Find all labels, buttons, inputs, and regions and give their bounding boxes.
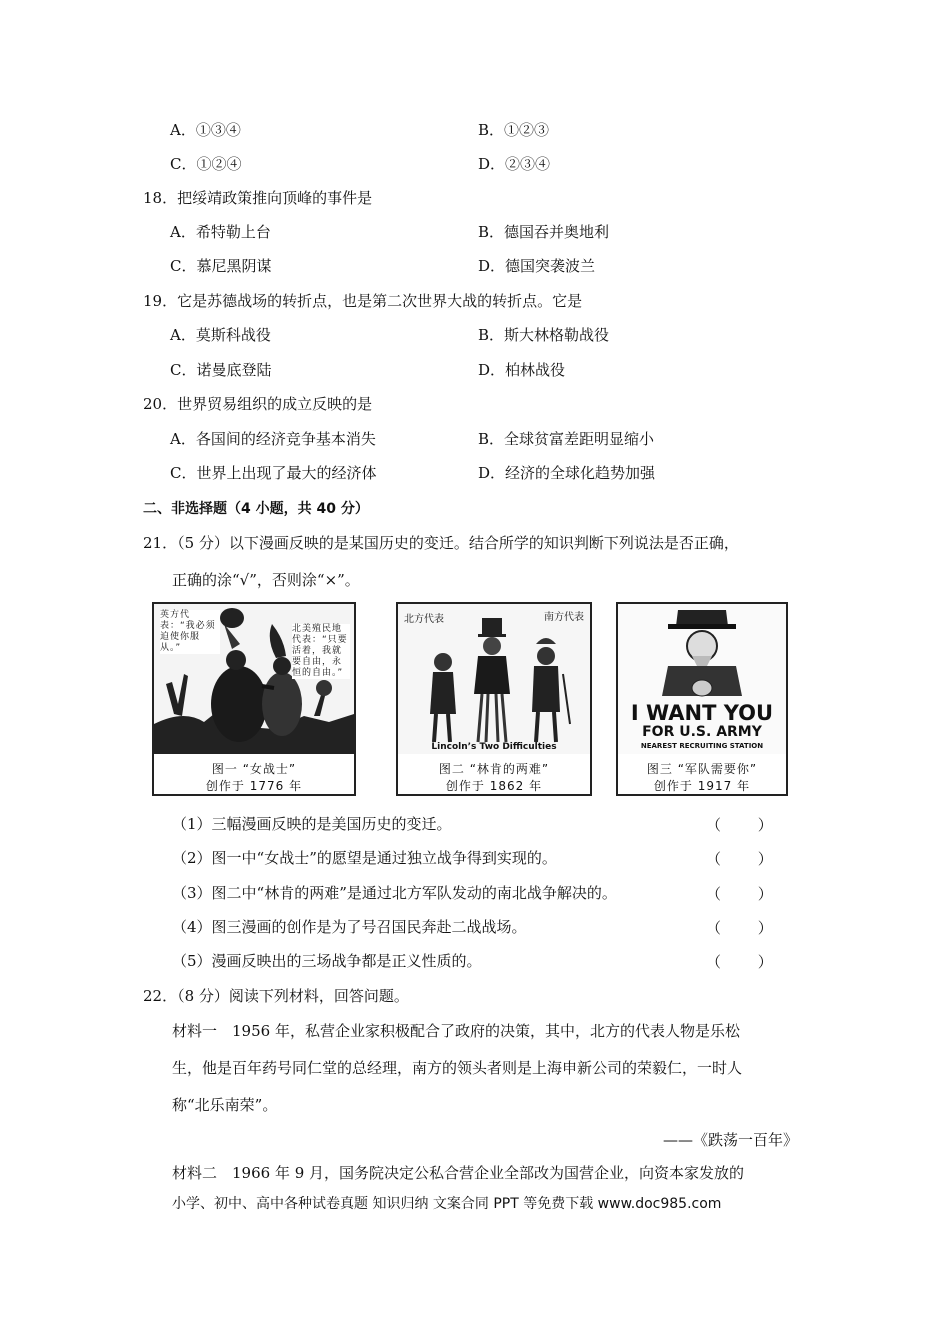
q19-stem: 19．它是苏德战场的转折点，也是第二次世界大战的转折点。它是 [143, 292, 583, 310]
cartoon-2-inner-caption: Lincoln’s Two Difficulties [431, 742, 557, 752]
q20-stem: 20．世界贸易组织的成立反映的是 [143, 395, 373, 413]
cartoon-3-poster-line3: NEAREST RECRUITING STATION [640, 742, 764, 750]
cartoon-3-poster-line1: I WANT YOU [630, 701, 774, 725]
q20-option-a: A．各国间的经济竞争基本消失 [170, 430, 376, 448]
cartoon-2-south-label: 南方代表 [544, 612, 584, 623]
q22-stem: 22．（8 分）阅读下列材料，回答问题。 [143, 987, 409, 1005]
cartoon-3-caption: 图三 “军队需要你” [646, 762, 758, 776]
q22-material1-source: ——《跌荡一百年》 [662, 1131, 798, 1149]
q21-answer-blank-5[interactable]: （ ） [706, 953, 789, 971]
section-heading: 二、非选择题（4 小题，共 40 分） [143, 501, 369, 517]
q17-option-b: B．①②③ [478, 121, 550, 139]
cartoon-3-date: 创作于 1917 年 [653, 779, 751, 793]
q21-item-1: （1）三幅漫画反映的是美国历史的变迁。 [172, 815, 452, 833]
q21-item-2: （2）图一中“女战士”的愿望是通过独立战争得到实现的。 [172, 849, 557, 867]
q21-answer-blank-1[interactable]: （ ） [706, 816, 789, 834]
q17-option-c: C．①②④ [170, 155, 242, 173]
q19-option-c: C．诺曼底登陆 [170, 361, 272, 379]
q19-option-a: A．莫斯科战役 [170, 326, 271, 344]
cartoon-1-bubble-right: 北美殖民地代表：“只要活着，我就要自由，永恒的自由。” [292, 624, 350, 679]
cartoon-2-north-label: 北方代表 [404, 614, 444, 625]
q21-item-4: （4）图三漫画的创作是为了号召国民奔赴二战战场。 [172, 918, 527, 936]
q21-stem-line2: 正确的涂“√”，否则涂“×”。 [172, 571, 360, 589]
footer-download-note: 小学、初中、高中各种试卷真题 知识归纳 文案合同 PPT 等免费下载 www.doc985.com [172, 1196, 722, 1212]
q22-material1-line1: 材料一 1956 年，私营企业家积极配合了政府的决策，其中，北方的代表人物是乐松 [172, 1022, 740, 1040]
q21-item-3: （3）图二中“林肯的两难”是通过北方军队发动的南北战争解决的。 [172, 884, 617, 902]
cartoon-female-warrior [152, 602, 356, 796]
q20-option-d: D．经济的全球化趋势加强 [478, 464, 656, 482]
q21-stem-line1: 21．（5 分）以下漫画反映的是某国历史的变迁。结合所学的知识判断下列说法是否正确， [143, 534, 739, 552]
q18-stem: 18．把绥靖政策推向顶峰的事件是 [143, 189, 373, 207]
q17-option-a: A．①③④ [170, 121, 241, 139]
cartoon-2-date: 创作于 1862 年 [445, 779, 543, 793]
cartoon-2-drawing [398, 604, 590, 754]
q19-option-d: D．柏林战役 [478, 361, 566, 379]
cartoon-lincoln-dilemma [396, 602, 592, 796]
q20-option-b: B．全球贫富差距明显缩小 [478, 430, 655, 448]
q22-material1-line3: 称“北乐南荣”。 [172, 1096, 278, 1114]
q20-option-c: C．世界上出现了最大的经济体 [170, 464, 377, 482]
q22-material1-line2: 生，他是百年药号同仁堂的总经理，南方的领头者则是上海申新公司的荣毅仁，一时人 [172, 1059, 743, 1077]
cartoon-1-bubble-left: 英方代表：“我必须迫使你服从。” [160, 610, 220, 654]
q21-answer-blank-4[interactable]: （ ） [706, 919, 789, 937]
cartoon-army-wants-you [616, 602, 788, 796]
q19-option-b: B．斯大林格勒战役 [478, 326, 610, 344]
cartoon-1-date: 创作于 1776 年 [205, 779, 303, 793]
q21-item-5: （5）漫画反映出的三场战争都是正义性质的。 [172, 952, 482, 970]
cartoon-2-caption: 图二 “林肯的两难” [438, 762, 550, 776]
q18-option-c: C．慕尼黑阴谋 [170, 257, 272, 275]
q18-option-d: D．德国突袭波兰 [478, 257, 596, 275]
q18-option-a: A．希特勒上台 [170, 223, 271, 241]
q17-option-d: D．②③④ [478, 155, 551, 173]
cartoon-1-caption: 图一 “女战士” [211, 762, 297, 776]
cartoon-3-poster-line2: FOR U.S. ARMY [642, 724, 762, 740]
q18-option-b: B．德国吞并奥地利 [478, 223, 610, 241]
q21-answer-blank-2[interactable]: （ ） [706, 850, 789, 868]
q21-answer-blank-3[interactable]: （ ） [706, 885, 789, 903]
q22-material2-line1: 材料二 1966 年 9 月，国务院决定公私合营企业全部改为国营企业，向资本家发放的 [172, 1164, 745, 1182]
